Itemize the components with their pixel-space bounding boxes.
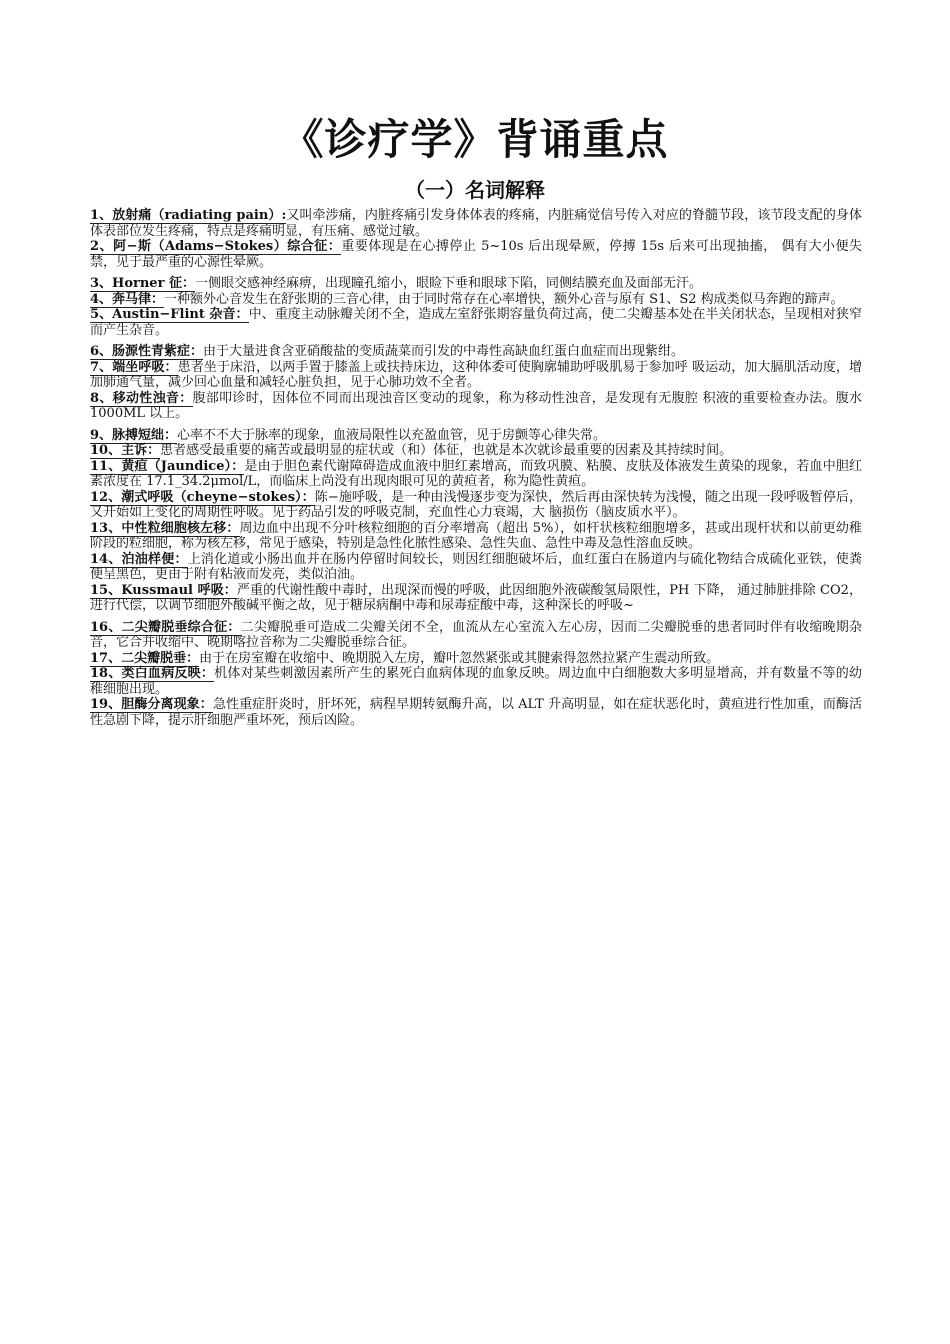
section-title: （一）名词解释: [405, 178, 545, 202]
definition-entry: [90, 391, 862, 422]
entry-text: 机体对某些刺激因素所产生的累死白血病体现的血象反映。周边血中白细胞数大多明显增高，并有数量不等的幼稚细胞出现。: [90, 666, 862, 697]
definition-entry: [90, 344, 862, 360]
entry-term: 9、脉搏短绌：: [90, 427, 178, 443]
definition-entry: [90, 651, 862, 667]
entry-term: 2、阿−斯（Adams−Stokes）综合征：: [90, 239, 342, 254]
definition-entry: [90, 459, 862, 490]
definition-entry: [90, 620, 862, 651]
entry-text: 上消化道或小肠出血并在肠内停留时间较长，则因红细胞破坏后，血红蛋白在肠道内与硫化物结合成硫化亚铁，使粪便呈黑色，更由于附有粘液而发亮，类似泊油。: [90, 551, 862, 582]
definition-entry: [90, 490, 862, 521]
entry-term: 18、类白血病反映：: [90, 666, 215, 681]
definition-entry: [90, 583, 862, 614]
entry-term: 5、Austin−Flint 杂音：: [90, 307, 249, 322]
entry-text: 二尖瓣脱垂可造成二尖瓣关闭不全，血流从左心室流入左心房，因而二尖瓣脱垂的患者同时伴有收缩晚期杂音，它合并收缩中、晚期喀拉音称为二尖瓣脱垂综合征。: [90, 619, 862, 650]
entry-text: 心率不不大于脉率的现象，血液局限性以充盈血管，见于房颤等心律失常。: [177, 427, 607, 443]
entry-term: 4、奔马律：: [90, 291, 165, 307]
entry-term: 7、端坐呼吸：: [90, 359, 178, 375]
definition-entry: [90, 443, 862, 459]
entry-term: 10、主诉：: [90, 443, 161, 458]
definition-entry: [90, 239, 862, 270]
entry-term: 14、泊油样便：: [90, 551, 188, 567]
entry-text: 一侧眼交感神经麻痹，出现瞳孔缩小，眼睑下垂和眼球下陷，同侧结膜充血及面部无汗。: [194, 276, 702, 291]
entry-term: 13、中性粒细胞核左移：: [90, 520, 240, 536]
definition-entry: [90, 521, 862, 552]
entry-term: 1、放射痛（radiating pain）:: [90, 208, 287, 223]
definition-entry: [90, 697, 862, 728]
page-title: 《诊疗学》背诵重点: [281, 115, 669, 164]
definition-entry: [90, 208, 862, 239]
definition-entry: [90, 360, 862, 391]
definition-entry: [90, 307, 862, 338]
entry-term: 6、肠源性青紫症：: [90, 344, 204, 359]
definition-entry: [90, 666, 862, 697]
entry-term: 16、二尖瓣脱垂综合征：: [90, 619, 241, 635]
entry-term: 17、二尖瓣脱垂：: [90, 650, 200, 666]
entry-term: 12、潮式呼吸（cheyne−stokes）：: [90, 489, 315, 505]
entry-term: 19、胆酶分离现象：: [90, 697, 213, 712]
entry-text: 患者坐于床沿，以两手置于膝盖上或扶持床边，这种体委可使胸廓辅助呼吸肌易于参加呼 吸运动，加大膈肌活动度，增加肺通气量，减少回心血量和减轻心脏负担，见于心肺功效不全者。: [90, 359, 862, 390]
entry-text: 一种额外心音发生在舒张期的三音心律，由于同时常存在心率增快，额外心音与原有 S1、S2 构成类似马奔跑的蹄声。: [164, 291, 844, 307]
entry-text: 陈−施呼吸，是一种由浅慢逐步变为深快，然后再由深快转为浅慢，随之出现一段呼吸暂停后，又开始如上变化的周期性呼吸。见于药品引发的呼吸克制，充血性心力衰竭，大 脑损伤（脑皮质水平）。: [90, 489, 862, 520]
entry-text: 严重的代谢性酸中毒时，出现深而慢的呼吸，此因细胞外液碳酸氢局限性，PH 下降， 通过肺脏排除 CO2，进行代偿，以调节细胞外酸碱平衡之故，见于糖尿病酮中毒和尿毒症酸中毒，这种深长的呼吸~: [90, 582, 862, 613]
definition-list: [90, 208, 862, 728]
entry-text: 由于大量进食含亚硝酸盐的变质蔬菜而引发的中毒性高缺血红蛋白血症而出现紫绀。: [203, 344, 685, 359]
entry-term: 8、移动性浊音：: [90, 390, 193, 406]
definition-entry: [90, 276, 862, 292]
entry-text: 重要体现是在心搏停止 5~10s 后出现晕厥，停搏 15s 后来可出现抽搐， 偶有大小便失禁，见于最严重的心源性晕厥。: [90, 239, 862, 270]
entry-text: 腹部叩诊时，因体位不同而出现浊音区变动的现象，称为移动性浊音，是发现有无腹腔 积液的重要检查办法。腹水 1000ML 以上。: [90, 390, 863, 421]
definition-entry: [90, 292, 862, 308]
entry-term: 3、Horner 征：: [90, 276, 195, 291]
entry-text: 急性重症肝炎时，肝坏死，病程早期转氨酶升高，以 ALT 升高明显，如在症状恶化时，黄疸进行性加重，而酶活性急剧下降，提示肝细胞严重坏死，预后凶险。: [90, 697, 862, 728]
entry-text: 患者感受最重要的痛苦或最明显的症状或（和）体征，也就是本次就诊最重要的因素及其持续时间。: [160, 443, 733, 458]
entry-text: 中、重度主动脉瓣关闭不全，造成左室舒张期容量负荷过高，使二尖瓣基本处在半关闭状态，呈现相对狭窄而产生杂音。: [90, 307, 862, 338]
definition-entry: [90, 552, 862, 583]
entry-text: 由于在房室瓣在收缩中、晚期脱入左房，瓣叶忽然紧张或其腱索得忽然拉紧产生震动所致。: [199, 650, 720, 666]
entry-text: 周边血中出现不分叶核粒细胞的百分率增高（超出 5%），如杆状核粒细胞增多，甚或出现杆状和以前更幼稚阶段的粒细胞，称为核左移，常见于感染，特别是急性化脓性感染、急性失血、急性中毒及急性溶血反映。: [90, 520, 862, 551]
entry-term: 15、Kussmaul 呼吸：: [90, 582, 237, 598]
definition-entry: [90, 428, 862, 444]
entry-text: 是由于胆色素代谢障碍造成血液中胆红素增高，而致巩膜、粘膜、皮肤及体液发生黄染的现象，若血中胆红素浓度在 17.1_34.2μmol/L，而临床上尚没有出现肉眼可见的黄疸者，称为隐性黄疸。: [90, 458, 862, 489]
entry-text: 又叫牵涉痛，内脏疼痛引发身体体表的疼痛，内脏痛觉信号传入对应的脊髓节段，该节段支配的身体体表部位发生疼痛，特点是疼痛明显，有压痛、感觉过敏。: [90, 208, 862, 239]
entry-term: 11、黄疸（Jaundice）：: [90, 458, 245, 474]
